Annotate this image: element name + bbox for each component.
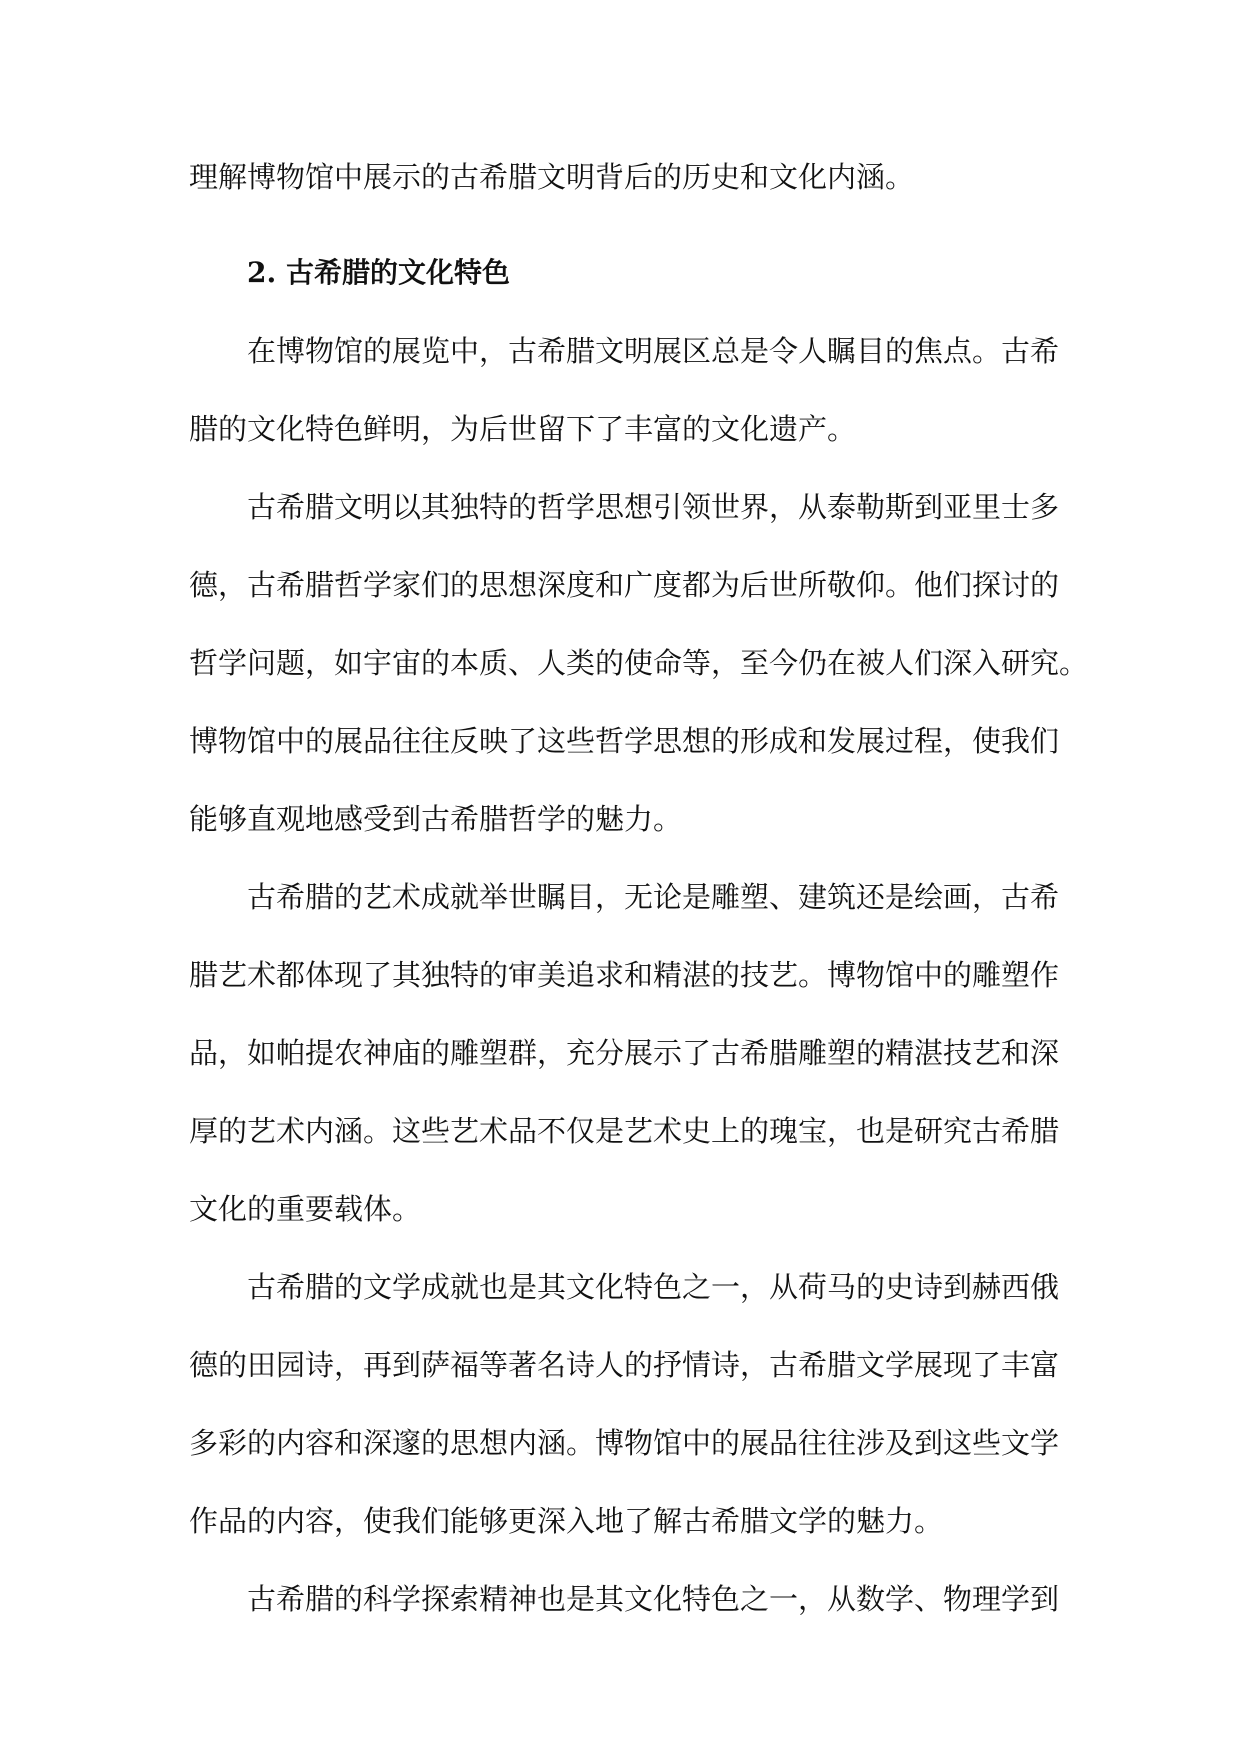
paragraph-4-line-4: 作品的内容，使我们能够更深入地了解古希腊文学的魅力。 <box>189 1504 944 1538</box>
paragraph-2-line-3: 哲学问题，如宇宙的本质、人类的使命等，至今仍在被人们深入研究。 <box>189 646 1089 680</box>
paragraph-2-line-1: 古希腊文明以其独特的哲学思想引领世界，从泰勒斯到亚里士多 <box>247 490 1060 524</box>
paragraph-2-line-4: 博物馆中的展品往往反映了这些哲学思想的形成和发展过程，使我们 <box>189 724 1060 758</box>
paragraph-continuation-line: 理解博物馆中展示的古希腊文明背后的历史和文化内涵。 <box>189 160 915 194</box>
paragraph-2-line-2: 德，古希腊哲学家们的思想深度和广度都为后世所敬仰。他们探讨的 <box>189 568 1060 602</box>
paragraph-3-line-5: 文化的重要载体。 <box>189 1192 422 1226</box>
paragraph-4-line-2: 德的田园诗，再到萨福等著名诗人的抒情诗，古希腊文学展现了丰富 <box>189 1348 1060 1382</box>
paragraph-3-line-1: 古希腊的艺术成就举世瞩目，无论是雕塑、建筑还是绘画，古希 <box>247 880 1060 914</box>
paragraph-1-line-1: 在博物馆的展览中，古希腊文明展区总是令人瞩目的焦点。古希 <box>247 334 1060 368</box>
paragraph-4-line-3: 多彩的内容和深邃的思想内涵。博物馆中的展品往往涉及到这些文学 <box>189 1426 1060 1460</box>
paragraph-3-line-4: 厚的艺术内涵。这些艺术品不仅是艺术史上的瑰宝，也是研究古希腊 <box>189 1114 1060 1148</box>
body-text <box>189 138 1089 1638</box>
paragraph-5-line-1: 古希腊的科学探索精神也是其文化特色之一，从数学、物理学到 <box>247 1582 1060 1616</box>
paragraph-4-line-1: 古希腊的文学成就也是其文化特色之一，从荷马的史诗到赫西俄 <box>247 1270 1060 1304</box>
paragraph-3-line-3: 品，如帕提农神庙的雕塑群，充分展示了古希腊雕塑的精湛技艺和深 <box>189 1036 1060 1070</box>
paragraph-1-line-2: 腊的文化特色鲜明，为后世留下了丰富的文化遗产。 <box>189 412 857 446</box>
paragraph-2-line-5: 能够直观地感受到古希腊哲学的魅力。 <box>189 802 683 836</box>
paragraph-3-line-2: 腊艺术都体现了其独特的审美追求和精湛的技艺。博物馆中的雕塑作 <box>189 958 1060 992</box>
section-heading: 2. 古希腊的文化特色 <box>247 256 510 289</box>
